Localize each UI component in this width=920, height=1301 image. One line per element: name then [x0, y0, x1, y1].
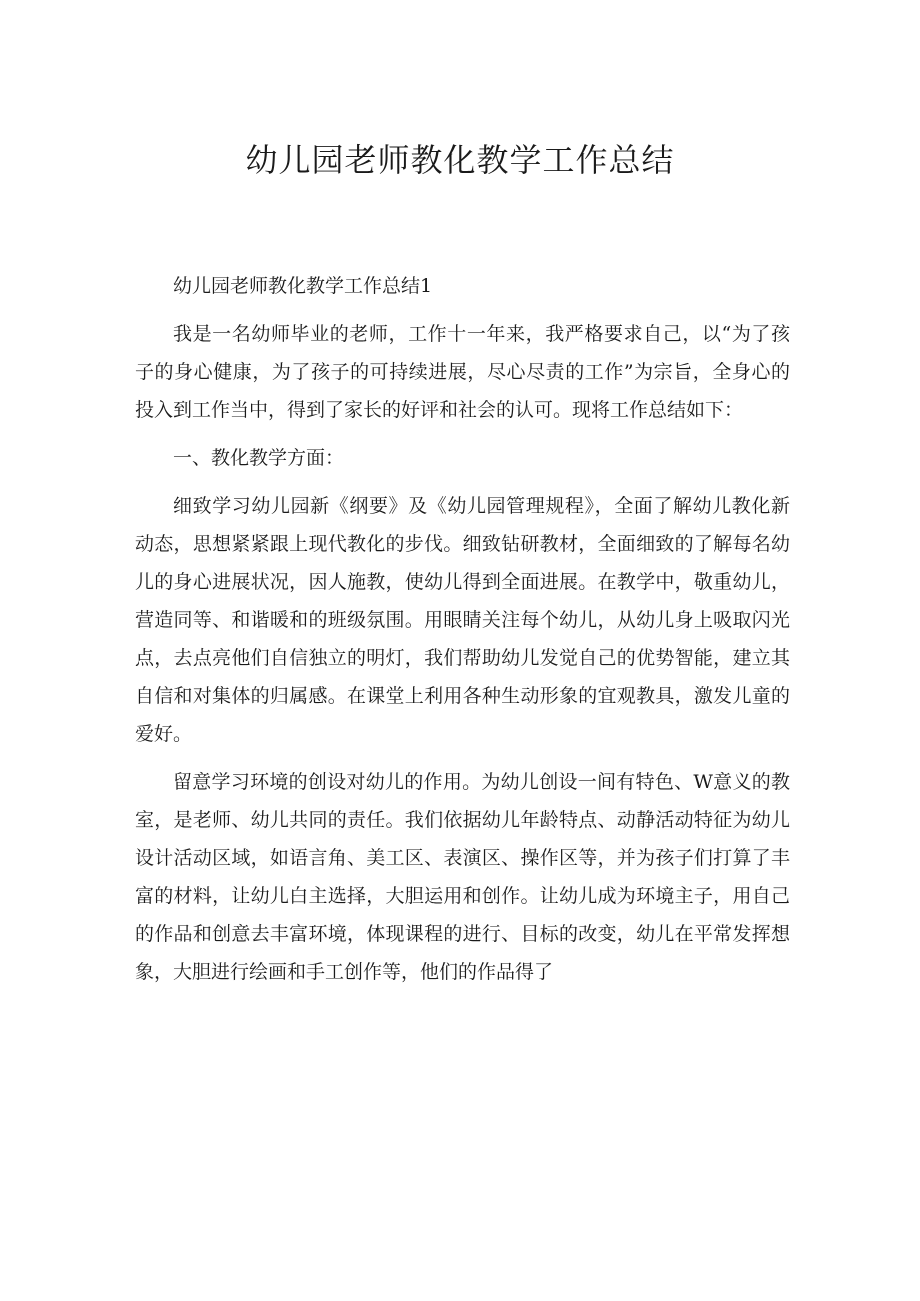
paragraph-teaching: 细致学习幼儿园新《纲要》及《幼儿园管理规程》，全面了解幼儿教化新动态，思想紧紧跟上现代教化的步伐。细致钻研教材，全面细致的了解每名幼儿的身心进展状况，因人施教，使幼儿得到全面进展。在教学中，敬重幼儿，营造同等、和谐暖和的班级氛围。用眼睛关注每个幼儿，从幼儿身上吸取闪光点，去点亮他们自信独立的明灯，我们帮助幼儿发觉自己的优势智能，建立其自信和对集体的归属感。在课堂上利用各种生动形象的宜观教具，激发儿童的爱好。 [135, 495, 790, 745]
document-subtitle: 幼儿园老师教化教学工作总结1 [173, 275, 433, 297]
document-title: 幼儿园老师教化教学工作总结 [245, 141, 675, 179]
document-body [135, 267, 790, 1001]
paragraph-environment: 留意学习环境的创设对幼儿的作用。为幼儿创设一间有特色、W意义的教室，是老师、幼儿共同的责任。我们依据幼儿年龄特点、动静活动特征为幼儿设计活动区域，如语言角、美工区、表演区、操作区等，并为孩子们打算了丰富的材料，让幼儿白主选择，大胆运用和创作。让幼儿成为环境主子，用自己的作品和创意去丰富环境，体现课程的进行、目标的改变，幼儿在平常发挥想象，大胆进行绘画和手工创作等，他们的作品得了 [135, 771, 790, 983]
intro-paragraph: 我是一名幼师毕业的老师，工作十一年来，我严格要求自己，以“为了孩子的身心健康，为了孩子的可持续进展，尽心尽责的工作”为宗旨，全身心的投入到工作当中，得到了家长的好评和社会的认可。现将工作总结如下： [135, 323, 790, 421]
section-heading-teaching: 一、教化教学方面： [173, 447, 345, 469]
